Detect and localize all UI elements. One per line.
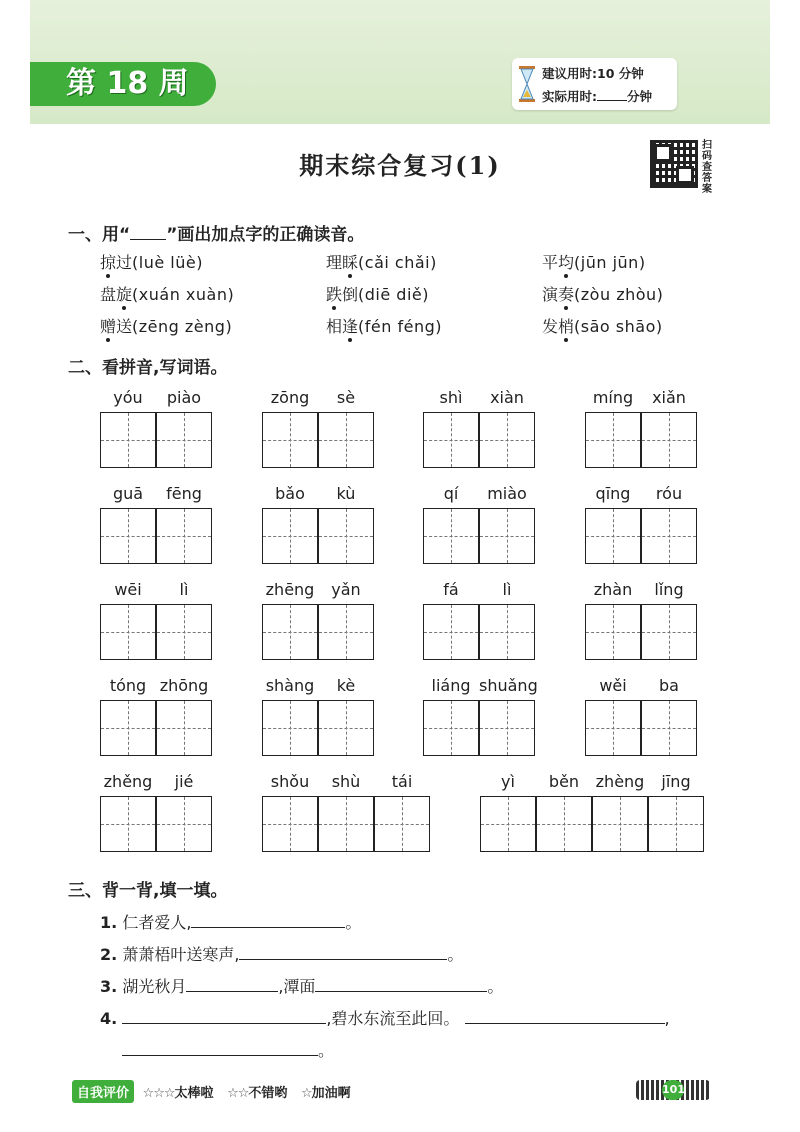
pronunciation-item <box>100 314 232 337</box>
dotted-word: 掠 过 <box>100 253 132 272</box>
answer-blank[interactable] <box>122 1041 318 1056</box>
section3-heading: 三、背一背,填一填。 <box>68 881 228 901</box>
answer-blank[interactable] <box>465 1009 665 1024</box>
character-box[interactable] <box>100 700 156 756</box>
self-evaluation: 自我评价 ☆☆☆太棒啦 ☆☆不错哟 ☆加油啊 <box>72 1080 351 1103</box>
pronunciation-item <box>100 250 203 273</box>
character-box[interactable] <box>479 412 535 468</box>
pronunciation-item <box>542 314 663 337</box>
pinyin-label: lǐng <box>654 580 684 599</box>
pinyin-options[interactable]: (zēng zèng) <box>132 317 233 336</box>
answer-blank[interactable] <box>191 913 345 928</box>
pronunciation-item <box>542 250 646 273</box>
answer-blank[interactable] <box>122 1009 326 1024</box>
character-box[interactable] <box>100 508 156 564</box>
pinyin-label: zhěng <box>103 772 153 791</box>
pinyin-label: fēng <box>166 484 202 503</box>
pinyin-label: shù <box>331 772 361 791</box>
qr-label: 扫码查答案 <box>702 140 712 195</box>
pinyin-options[interactable]: (sāo shāo) <box>574 317 663 336</box>
character-box[interactable] <box>641 508 697 564</box>
actual-time <box>542 87 652 105</box>
character-box[interactable] <box>479 604 535 660</box>
pinyin-options[interactable]: (diē diě) <box>358 285 429 304</box>
pinyin-options[interactable]: (fén féng) <box>358 317 442 336</box>
dotted-word: 跌 倒 <box>326 285 358 304</box>
character-box[interactable] <box>423 604 479 660</box>
character-box[interactable] <box>585 700 641 756</box>
pinyin-label: miào <box>487 484 527 503</box>
star-icon[interactable]: ☆ <box>301 1086 312 1101</box>
pronunciation-item <box>100 282 234 305</box>
character-box[interactable] <box>318 412 374 468</box>
recite-line-2: 2. 萧萧梧叶送寒声, 。 <box>100 945 464 964</box>
recite-line-4: 4. ,碧水东流至此回。 , <box>100 1009 670 1028</box>
character-box[interactable] <box>423 508 479 564</box>
pinyin-label: róu <box>655 484 683 503</box>
suggested-time: 建议用时:10 分钟 <box>542 66 644 81</box>
dotted-word: 相逢 <box>326 317 358 336</box>
character-box[interactable] <box>100 412 156 468</box>
actual-time-prefix: 实际用时: <box>542 89 597 104</box>
pronunciation-item <box>326 250 437 273</box>
pinyin-label: shuǎng <box>479 676 538 695</box>
recite-line-5: 。 <box>122 1038 334 1061</box>
character-box[interactable] <box>423 412 479 468</box>
pinyin-label: kù <box>336 484 356 503</box>
pinyin-label: míng <box>592 388 634 407</box>
pinyin-label: xiǎn <box>652 388 686 407</box>
dotted-word: 平均 <box>542 253 574 272</box>
dotted-word: 赠 送 <box>100 317 132 336</box>
character-box[interactable] <box>318 604 374 660</box>
character-box[interactable] <box>100 604 156 660</box>
character-box[interactable] <box>318 508 374 564</box>
dotted-word: 发梢 <box>542 317 574 336</box>
character-box[interactable] <box>479 508 535 564</box>
pinyin-label: zhèng <box>595 772 645 791</box>
pinyin-label: jīng <box>661 772 691 791</box>
character-box[interactable] <box>374 796 430 852</box>
pinyin-label: piào <box>166 388 202 407</box>
section2-heading: 二、看拼音,写词语。 <box>68 358 228 378</box>
page-number-badge <box>636 1080 710 1100</box>
pronunciation-item <box>326 282 429 305</box>
pinyin-label: lì <box>502 580 512 599</box>
pinyin-label: shǒu <box>270 772 310 791</box>
pinyin-label: liáng <box>431 676 471 695</box>
pinyin-label: shàng <box>265 676 315 695</box>
pinyin-label: zhēng <box>265 580 315 599</box>
answer-blank[interactable] <box>315 977 487 992</box>
answer-blank[interactable] <box>239 945 447 960</box>
pinyin-options[interactable]: (luè lüè) <box>132 253 203 272</box>
character-box[interactable] <box>641 604 697 660</box>
character-box[interactable] <box>648 796 704 852</box>
pinyin-options[interactable]: (jūn jūn) <box>574 253 646 272</box>
pinyin-label: lì <box>179 580 189 599</box>
pinyin-label: wēi <box>114 580 142 599</box>
star-icon[interactable]: ☆☆☆ <box>142 1086 175 1101</box>
section1-heading-prefix: 一、用“ <box>68 225 131 245</box>
pinyin-label: kè <box>336 676 356 695</box>
character-box[interactable] <box>262 604 318 660</box>
character-box[interactable] <box>262 796 318 852</box>
section1-heading <box>68 220 364 245</box>
pinyin-label: wěi <box>599 676 627 695</box>
character-box[interactable] <box>423 700 479 756</box>
star-icon[interactable]: ☆☆ <box>227 1086 249 1101</box>
pinyin-label: zhàn <box>593 580 633 599</box>
pinyin-options[interactable]: (zòu zhòu) <box>574 285 664 304</box>
recite-line-3: 3. 湖光秋月 ,潭面 。 <box>100 977 504 996</box>
character-box[interactable] <box>585 604 641 660</box>
pinyin-label: yì <box>501 772 515 791</box>
week-label: 第 18 周 <box>30 62 216 106</box>
pinyin-options[interactable]: (xuán xuàn) <box>132 285 235 304</box>
dotted-word: 理睬 <box>326 253 358 272</box>
pinyin-label: xiàn <box>490 388 524 407</box>
page-title: 期末综合复习(1) <box>299 151 501 180</box>
character-box[interactable] <box>262 412 318 468</box>
pronunciation-item <box>326 314 442 337</box>
time-box <box>512 58 677 110</box>
section1-heading-suffix: ”画出加点字的正确读音。 <box>166 225 365 245</box>
character-box[interactable] <box>592 796 648 852</box>
character-box[interactable] <box>318 796 374 852</box>
eval-tag: 自我评价 <box>72 1080 134 1103</box>
pinyin-label: sè <box>336 388 356 407</box>
page-number: 101 <box>662 1080 684 1100</box>
character-box[interactable] <box>641 412 697 468</box>
pinyin-label: jié <box>174 772 194 791</box>
actual-time-blank[interactable] <box>597 88 627 101</box>
character-box[interactable] <box>480 796 536 852</box>
pinyin-options[interactable]: (cǎi chǎi) <box>358 253 437 272</box>
pronunciation-item <box>542 282 663 305</box>
pinyin-label: yǎn <box>331 580 361 599</box>
pinyin-label: běn <box>548 772 580 791</box>
pinyin-label: qí <box>443 484 459 503</box>
answer-blank[interactable] <box>186 977 278 992</box>
character-box[interactable] <box>585 508 641 564</box>
pinyin-label: tóng <box>109 676 147 695</box>
actual-time-suffix: 分钟 <box>627 89 653 104</box>
pinyin-label: zhōng <box>159 676 209 695</box>
character-box[interactable] <box>156 604 212 660</box>
pinyin-label: bǎo <box>275 484 305 503</box>
dotted-word: 盘旋 <box>100 285 132 304</box>
pinyin-label: yóu <box>113 388 143 407</box>
character-box[interactable] <box>262 700 318 756</box>
character-box[interactable] <box>156 796 212 852</box>
character-box[interactable] <box>641 700 697 756</box>
pinyin-label: guā <box>112 484 144 503</box>
character-box[interactable] <box>479 700 535 756</box>
pinyin-label: shì <box>439 388 463 407</box>
pinyin-label: ba <box>659 676 679 695</box>
character-box[interactable] <box>156 508 212 564</box>
pinyin-label: fá <box>443 580 459 599</box>
underline-sample <box>130 225 166 240</box>
recite-line-1: 1. 仁者爱人, 。 <box>100 913 362 932</box>
character-box[interactable] <box>156 412 212 468</box>
pinyin-label: zōng <box>270 388 310 407</box>
character-box[interactable] <box>262 508 318 564</box>
character-box[interactable] <box>585 412 641 468</box>
qr-code-icon[interactable] <box>650 140 698 188</box>
character-box[interactable] <box>318 700 374 756</box>
character-box[interactable] <box>536 796 592 852</box>
pinyin-label: tái <box>391 772 413 791</box>
character-box[interactable] <box>100 796 156 852</box>
hourglass-icon <box>518 66 536 102</box>
dotted-word: 演奏 <box>542 285 574 304</box>
pinyin-label: qīng <box>595 484 631 503</box>
character-box[interactable] <box>156 700 212 756</box>
